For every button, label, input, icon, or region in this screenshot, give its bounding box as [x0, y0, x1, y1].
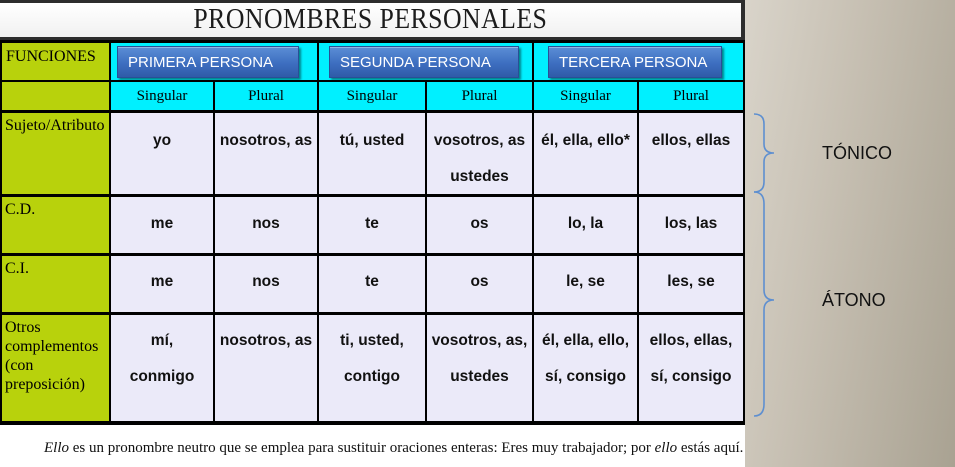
footnote-text: es un pronombre neutro que se emplea para sustituir oraciones enteras: Eres muy trabajador; por — [69, 440, 655, 456]
table-cell — [534, 113, 637, 194]
table-cell — [111, 197, 213, 253]
table-cell — [534, 256, 637, 312]
atono-brace — [752, 190, 776, 418]
table-cell — [639, 113, 743, 194]
cell-line: vosotros, as — [433, 132, 526, 149]
row-label-line: preposición) — [5, 376, 85, 393]
footnote — [0, 425, 745, 467]
row-label-line: (con — [5, 357, 34, 374]
page-title-bar — [0, 0, 745, 40]
cell-line: nosotros, as — [219, 332, 313, 349]
cell-line: ellos, ellas — [651, 132, 731, 149]
table-cell — [427, 256, 532, 312]
table-cell — [427, 315, 532, 421]
row-label-line: Sujeto/Atributo — [5, 117, 105, 134]
footnote-text: estás aquí. — [677, 440, 744, 456]
table-cell — [319, 315, 425, 421]
funciones-header: FUNCIONES — [2, 43, 109, 80]
cell-line: nos — [252, 273, 280, 290]
cell-line: mí, — [150, 332, 174, 349]
cell-line: él, ella, ello, — [541, 332, 629, 349]
slide-background — [745, 0, 955, 467]
row-label-line: C.D. — [5, 201, 36, 218]
table-cell — [639, 315, 743, 421]
table-cell — [319, 113, 425, 194]
table-cell — [111, 315, 213, 421]
table-cell — [215, 315, 317, 421]
table-cell — [319, 197, 425, 253]
table-cell — [111, 113, 213, 194]
tercera-persona-button[interactable]: TERCERA PERSONA — [548, 46, 722, 78]
atono-label: ÁTONO — [822, 290, 886, 310]
table-cell — [427, 113, 532, 194]
cell-line: conmigo — [129, 368, 195, 385]
cell-line: me — [150, 273, 174, 290]
cell-line: tú, usted — [339, 132, 405, 149]
table-cell — [111, 256, 213, 312]
cell-line: lo, la — [567, 215, 604, 232]
segunda-persona-button[interactable]: SEGUNDA PERSONA — [329, 46, 519, 78]
cell-line: vosotros, as, — [431, 332, 528, 349]
cell-line: os — [470, 215, 489, 232]
cell-line: ellos, ellas, — [649, 332, 733, 349]
table-cell — [534, 197, 637, 253]
subheader-plural-3: Plural — [639, 82, 743, 110]
cell-line: ustedes — [450, 368, 509, 385]
cell-line: te — [365, 215, 379, 232]
pronouns-table — [0, 40, 745, 425]
row-label-ci — [2, 256, 109, 312]
cell-line: ti, usted, — [340, 332, 404, 349]
cell-line: sí, consigo — [650, 368, 732, 385]
subheader-singular-3: Singular — [534, 82, 637, 110]
footnote-emphasis: ello — [654, 440, 678, 456]
table-cell — [319, 256, 425, 312]
cell-line: le, se — [566, 273, 605, 290]
primera-persona-button[interactable]: PRIMERA PERSONA — [117, 46, 299, 78]
cell-line: los, las — [664, 215, 718, 232]
subheader-singular-2: Singular — [319, 82, 425, 110]
row-label-cd — [2, 197, 109, 253]
cell-line: yo — [152, 132, 172, 149]
table-cell — [534, 315, 637, 421]
row-label-sujeto — [2, 113, 109, 194]
footnote-emphasis: Ello — [44, 440, 69, 456]
cell-line: contigo — [344, 368, 400, 385]
table-cell — [215, 256, 317, 312]
tonico-brace — [752, 112, 776, 194]
subheader-plural-1: Plural — [215, 82, 317, 110]
tonico-label: TÓNICO — [822, 143, 892, 163]
row-label-line: Otros — [5, 319, 41, 336]
table-cell — [639, 256, 743, 312]
cell-line: me — [150, 215, 174, 232]
row-label-line: C.I. — [5, 260, 29, 277]
cell-line: sí, consigo — [545, 368, 626, 385]
table-cell — [639, 197, 743, 253]
cell-line: nos — [252, 215, 280, 232]
subheader-plural-2: Plural — [427, 82, 532, 110]
table-cell — [215, 113, 317, 194]
subheader-singular-1: Singular — [111, 82, 213, 110]
cell-line: os — [470, 273, 489, 290]
funciones-subheader — [2, 82, 109, 110]
table-cell — [215, 197, 317, 253]
cell-line: les, se — [667, 273, 715, 290]
cell-line: te — [365, 273, 379, 290]
row-label-line: complementos — [5, 338, 99, 355]
cell-line: él, ella, ello* — [541, 132, 630, 149]
row-label-otros — [2, 315, 109, 421]
cell-line: ustedes — [450, 168, 509, 185]
table-cell — [427, 197, 532, 253]
page-title: PRONOMBRES PERSONALES — [193, 4, 548, 35]
cell-line: nosotros, as — [219, 132, 313, 149]
